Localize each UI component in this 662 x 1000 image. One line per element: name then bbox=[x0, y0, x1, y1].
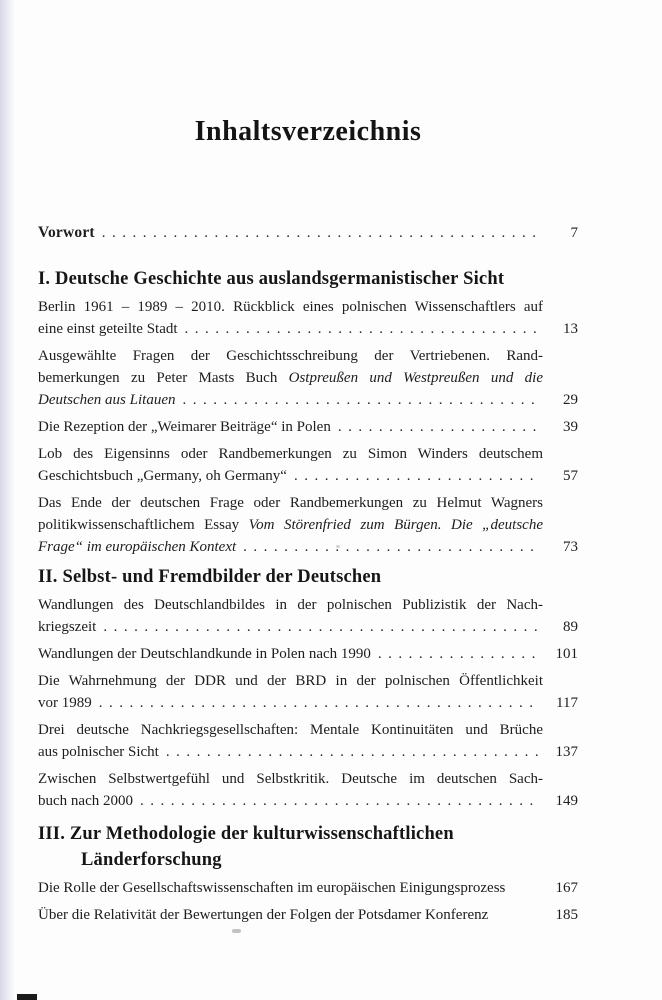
entry-line bbox=[38, 345, 543, 367]
page-number: 167 bbox=[555, 880, 578, 896]
dot-leader bbox=[102, 222, 538, 244]
toc-entry bbox=[38, 416, 578, 438]
toc-section bbox=[38, 821, 578, 926]
entry-text-segment: Berlin 1961 – 1989 – 2010. Rückblick eines polnischen Wissenschaftlers auf bbox=[38, 299, 543, 315]
entry-line bbox=[38, 594, 543, 616]
toc-front-item bbox=[38, 222, 578, 244]
front-item-label: Vorwort bbox=[38, 224, 95, 241]
entry-line bbox=[38, 443, 543, 465]
toc-section bbox=[38, 564, 578, 812]
section-heading-line: III. Zur Methodologie der kulturwissenschaftlichen bbox=[38, 824, 454, 844]
page-number: 7 bbox=[570, 225, 578, 241]
scan-edge-shadow bbox=[0, 0, 15, 1000]
entry-final-row bbox=[38, 318, 578, 340]
page-number: 73 bbox=[563, 539, 578, 555]
entry-text-italic: Vom Störenfried zum Bürgen. Die „deutsche bbox=[248, 517, 543, 533]
page-title: Inhaltsverzeichnis bbox=[194, 116, 422, 147]
entry-final-row bbox=[38, 904, 578, 926]
entry-text-segment: Das Ende der deutschen Frage oder Randbemerkungen zu Helmut Wagners bbox=[38, 495, 543, 511]
dot-leader bbox=[185, 318, 538, 340]
entry-text bbox=[38, 790, 133, 812]
entry-line bbox=[38, 492, 543, 514]
dot-leader bbox=[378, 643, 538, 665]
page-number: 29 bbox=[563, 392, 578, 408]
entry-text bbox=[38, 877, 505, 899]
entry-final-row bbox=[38, 790, 578, 812]
page-number: 149 bbox=[555, 793, 578, 809]
dot-leader bbox=[294, 465, 538, 487]
entry-line bbox=[38, 719, 543, 741]
dot-leader bbox=[166, 741, 538, 763]
scan-artifact bbox=[232, 929, 241, 933]
toc-content bbox=[38, 0, 578, 931]
entry-final-row bbox=[38, 389, 578, 411]
entry-final-row bbox=[38, 616, 578, 638]
entry-text-italic: Deutschen aus Litauen bbox=[38, 392, 176, 408]
entry-final-row bbox=[38, 643, 578, 665]
toc-entry bbox=[38, 719, 578, 763]
dot-leader bbox=[182, 389, 538, 411]
entry-text-segment: Ausgewählte Fragen der Geschichtsschreibung der Vertriebenen. Rand- bbox=[38, 348, 543, 364]
section-heading-line: Länderforschung bbox=[81, 850, 222, 870]
entry-text bbox=[38, 389, 175, 411]
page-number: 185 bbox=[555, 907, 578, 923]
entry-text-segment: eine einst geteilte Stadt bbox=[38, 321, 178, 337]
page-number: 13 bbox=[563, 321, 578, 337]
entry-line bbox=[38, 514, 543, 536]
entry-text bbox=[38, 741, 159, 763]
entry-text bbox=[38, 416, 331, 438]
entry-text-segment: Wandlungen des Deutschlandbildes in der polnischen Publizistik der Nach- bbox=[38, 597, 543, 613]
entry-final-row bbox=[38, 536, 578, 558]
entry-text-italic: Frage“ im europäischen Kontext bbox=[38, 539, 237, 555]
entry-text bbox=[38, 904, 488, 926]
entry-line bbox=[38, 670, 543, 692]
toc-entry bbox=[38, 670, 578, 714]
entry-text bbox=[38, 465, 287, 487]
toc-entry bbox=[38, 904, 578, 926]
dot-leader bbox=[338, 416, 538, 438]
page-number: 39 bbox=[563, 419, 578, 435]
dot-leader bbox=[243, 536, 538, 558]
toc-section bbox=[38, 266, 578, 558]
toc-entry bbox=[38, 594, 578, 638]
section-heading bbox=[38, 821, 578, 873]
entry-text-segment: Drei deutsche Nachkriegsgesellschaften: Mentale Kontinuitäten und Brüche bbox=[38, 722, 543, 738]
entry-final-row bbox=[38, 416, 578, 438]
entry-final-row bbox=[38, 465, 578, 487]
entry-text bbox=[38, 536, 236, 558]
entry-text-segment: Die Rezeption der „Weimarer Beiträge“ in Polen bbox=[38, 419, 331, 435]
toc-entry bbox=[38, 345, 578, 411]
entry-text-segment: kriegszeit bbox=[38, 619, 97, 635]
entry-text bbox=[38, 643, 371, 665]
entry-text bbox=[38, 692, 92, 714]
entry-final-row bbox=[38, 692, 578, 714]
dot-leader bbox=[140, 790, 538, 812]
entry-text-segment: Geschichtsbuch „Germany, oh Germany“ bbox=[38, 468, 287, 484]
scan-artifact bbox=[336, 545, 340, 548]
entry-text-segment: Wandlungen der Deutschlandkunde in Polen nach 1990 bbox=[38, 646, 371, 662]
toc-entry bbox=[38, 443, 578, 487]
entry-text-segment: bemerkungen zu Peter Masts Buch bbox=[38, 370, 289, 386]
entry-text-segment: Lob des Eigensinns oder Randbemerkungen zu Simon Winders deutschem bbox=[38, 446, 543, 462]
page-number: 117 bbox=[556, 695, 578, 711]
entry-text-segment: Zwischen Selbstwertgefühl und Selbstkritik. Deutsche im deutschen Sach- bbox=[38, 771, 543, 787]
section-heading bbox=[38, 266, 578, 292]
page-number: 57 bbox=[563, 468, 578, 484]
entry-text-italic: Ostpreußen und Westpreußen und die bbox=[288, 370, 543, 386]
toc-entry bbox=[38, 492, 578, 558]
entry-text-segment: vor 1989 bbox=[38, 695, 92, 711]
toc-entry bbox=[38, 877, 578, 899]
entry-final-row bbox=[38, 877, 578, 899]
entry-text-segment: politikwissenschaftlichem Essay bbox=[38, 517, 249, 533]
entry-text-segment: aus polnischer Sicht bbox=[38, 744, 159, 760]
toc-entry bbox=[38, 768, 578, 812]
scan-artifact bbox=[17, 994, 37, 1000]
entry-text bbox=[38, 318, 178, 340]
section-heading bbox=[38, 564, 578, 590]
entry-text bbox=[38, 616, 96, 638]
dot-leader bbox=[103, 616, 538, 638]
page-number: 89 bbox=[563, 619, 578, 635]
section-heading-line: I. Deutsche Geschichte aus auslandsgermanistischer Sicht bbox=[38, 269, 505, 289]
entry-text-segment: Die Wahrnehmung der DDR und der BRD in der polnischen Öffentlichkeit bbox=[38, 673, 543, 689]
page-number: 101 bbox=[555, 646, 578, 662]
section-heading-line: II. Selbst- und Fremdbilder der Deutschen bbox=[38, 567, 382, 587]
entry-text-segment: Die Rolle der Gesellschaftswissenschaften im europäischen Einigungsprozess bbox=[38, 880, 506, 896]
page-number: 137 bbox=[555, 744, 578, 760]
toc-entry bbox=[38, 296, 578, 340]
entry-line bbox=[38, 296, 543, 318]
entry-final-row bbox=[38, 741, 578, 763]
entry-line bbox=[38, 367, 543, 389]
entry-line bbox=[38, 768, 543, 790]
entry-text-segment: buch nach 2000 bbox=[38, 793, 133, 809]
dot-leader bbox=[99, 692, 538, 714]
toc-entry bbox=[38, 643, 578, 665]
toc-sections bbox=[38, 266, 578, 926]
entry-text-segment: Über die Relativität der Bewertungen der Folgen der Potsdamer Konferenz bbox=[38, 907, 489, 923]
